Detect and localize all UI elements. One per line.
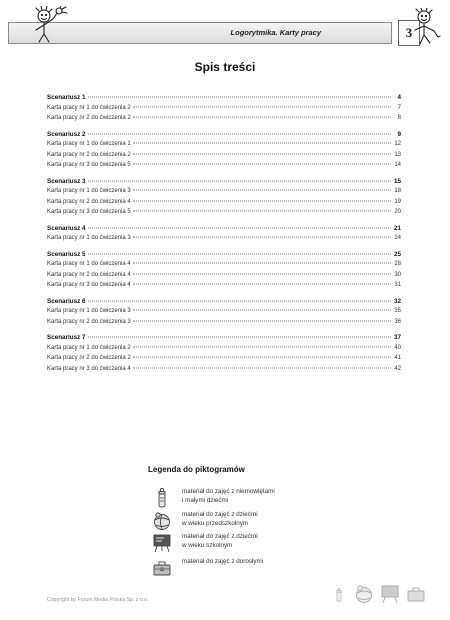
toc-item bbox=[47, 235, 401, 246]
toc-page-number: 42 bbox=[394, 365, 401, 372]
toc-item-label: Karta pracy nr 1 do ćwiczenia 2 bbox=[47, 104, 131, 111]
toc-item bbox=[47, 308, 401, 319]
toc-page-number: 8 bbox=[397, 115, 401, 121]
baby-bottle-icon bbox=[152, 488, 172, 508]
toy-ball-icon bbox=[354, 584, 374, 604]
dot-leader bbox=[88, 133, 391, 134]
legend-text: materiał do zajęć z niemowlętami i małymi dziećmi bbox=[182, 488, 275, 504]
legend-text: materiał do zajęć z dziećmi w wieku przedszkolnym bbox=[182, 511, 258, 527]
header-title: Logorytmika. Karty pracy bbox=[230, 28, 321, 37]
toc-item-label: Karta pracy nr 2 do ćwiczenia 2 bbox=[47, 151, 131, 158]
toc-item-label: Karta pracy nr 1 do ćwiczenia 4 bbox=[47, 261, 131, 267]
toc-page-number: 12 bbox=[394, 141, 401, 147]
toc-title: Spis treści bbox=[194, 60, 256, 74]
toc-item-label: Karta pracy nr 2 do ćwiczenia 4 bbox=[47, 198, 131, 205]
toc-section-heading bbox=[47, 94, 401, 105]
toc-item bbox=[47, 319, 401, 330]
toc-section bbox=[47, 298, 401, 330]
dot-leader bbox=[133, 320, 391, 321]
toc-section bbox=[47, 94, 401, 126]
toc-item-label: Karta pracy nr 1 do ćwiczenia 2 bbox=[47, 344, 131, 351]
toc-item-label: Karta pracy nr 2 do ćwiczenia 2 bbox=[47, 355, 131, 361]
baby-bottle-icon bbox=[332, 584, 346, 606]
toc-section-label: Scenariusz 4 bbox=[47, 224, 86, 232]
toc-item bbox=[47, 141, 401, 152]
page-number: 3 bbox=[398, 20, 420, 46]
toc-section-heading bbox=[47, 334, 401, 345]
toc-item bbox=[47, 162, 401, 173]
toc-item bbox=[47, 355, 401, 366]
dot-leader bbox=[133, 310, 391, 311]
toc-item-label: Karta pracy nr 1 do ćwiczenia 1 bbox=[47, 141, 131, 147]
toc-item-label: Karta pracy nr 3 do ćwiczenia 5 bbox=[47, 209, 131, 215]
toc-section-label: Scenariusz 2 bbox=[47, 130, 86, 138]
dot-leader bbox=[133, 284, 391, 285]
toc-item bbox=[47, 345, 401, 356]
toc-section bbox=[47, 178, 401, 220]
toc-page-number: 13 bbox=[394, 151, 401, 158]
toc-page-number: 28 bbox=[394, 261, 401, 267]
toc-page-number: 24 bbox=[394, 235, 401, 241]
child-drawing-left-icon bbox=[30, 6, 76, 44]
toc-page-number: 30 bbox=[394, 271, 401, 278]
toc-item-label: Karta pracy nr 1 do ćwiczenia 3 bbox=[47, 188, 131, 194]
toc-page-number: 31 bbox=[394, 282, 401, 288]
toc-page-number: 37 bbox=[393, 334, 401, 341]
toc-page-number: 4 bbox=[397, 94, 401, 101]
dot-leader bbox=[88, 337, 391, 338]
toc-item-label: Karta pracy nr 2 do ćwiczenia 2 bbox=[47, 115, 131, 121]
toc-item-label: Karta pracy nr 1 do ćwiczenia 3 bbox=[47, 235, 131, 241]
dot-leader bbox=[133, 263, 391, 264]
toc-section bbox=[47, 251, 401, 293]
toc-item-label: Karta pracy nr 1 do ćwiczenia 3 bbox=[47, 308, 131, 314]
dot-leader bbox=[88, 180, 391, 181]
toc-page-number: 19 bbox=[394, 198, 401, 205]
toc-item-label: Karta pracy nr 2 do ćwiczenia 4 bbox=[47, 271, 131, 278]
toc-page-number: 40 bbox=[394, 344, 401, 351]
dot-leader bbox=[133, 237, 391, 238]
toc-item bbox=[47, 282, 401, 293]
dot-leader bbox=[133, 273, 391, 274]
footer-copyright: Copyright by Forum Media Polska Sp. z o.o. bbox=[47, 597, 149, 603]
toc-item bbox=[47, 272, 401, 283]
toc-section bbox=[47, 334, 401, 376]
child-drawing-right-icon bbox=[410, 8, 444, 48]
toc-section-heading bbox=[47, 178, 401, 189]
legend-text: materiał do zajęć z dziećmi w wieku szkolnym bbox=[182, 533, 258, 549]
dot-leader bbox=[133, 200, 391, 201]
dot-leader bbox=[133, 211, 391, 212]
toc-page-number: 25 bbox=[393, 250, 401, 258]
dot-leader bbox=[133, 117, 391, 118]
blackboard-icon bbox=[380, 584, 400, 604]
toc-item bbox=[47, 261, 401, 272]
dot-leader bbox=[133, 190, 391, 191]
toc-item bbox=[47, 366, 401, 377]
toc-section-heading bbox=[47, 298, 401, 309]
dot-leader bbox=[133, 367, 391, 368]
toc-section-heading bbox=[47, 251, 401, 262]
toc-item-label: Karta pracy nr 2 do ćwiczenia 3 bbox=[47, 318, 131, 325]
briefcase-icon bbox=[406, 584, 426, 604]
toc-section-label: Scenariusz 1 bbox=[47, 94, 86, 101]
toc-page-number: 21 bbox=[393, 224, 401, 232]
toc-item bbox=[47, 209, 401, 220]
dot-leader bbox=[88, 97, 391, 98]
toc-section-label: Scenariusz 7 bbox=[47, 334, 86, 341]
toc-page-number: 14 bbox=[394, 162, 401, 168]
toc-item-label: Karta pracy nr 3 do ćwiczenia 5 bbox=[47, 162, 131, 168]
dot-leader bbox=[133, 106, 391, 107]
toc-section-heading bbox=[47, 131, 401, 142]
toc-page-number: 9 bbox=[397, 130, 401, 138]
toc-page-number: 15 bbox=[393, 177, 401, 185]
toc-page-number: 41 bbox=[394, 355, 401, 361]
dot-leader bbox=[133, 153, 391, 154]
dot-leader bbox=[133, 164, 391, 165]
toc-item-label: Karta pracy nr 3 do ćwiczenia 4 bbox=[47, 282, 131, 288]
toc-page-number: 36 bbox=[394, 318, 401, 325]
toc-page-number: 35 bbox=[394, 308, 401, 314]
toc-section-label: Scenariusz 3 bbox=[47, 177, 86, 185]
legend-text: materiał do zajęć z dorosłymi bbox=[182, 558, 264, 565]
toc-item bbox=[47, 115, 401, 126]
toc-section-label: Scenariusz 5 bbox=[47, 250, 86, 258]
toc-item bbox=[47, 105, 401, 116]
toc-section bbox=[47, 131, 401, 173]
table-of-contents bbox=[47, 94, 401, 381]
toc-item bbox=[47, 188, 401, 199]
briefcase-icon bbox=[152, 558, 172, 578]
legend-title: Legenda do piktogramów bbox=[148, 465, 245, 474]
dot-leader bbox=[133, 143, 391, 144]
blackboard-icon bbox=[152, 533, 172, 553]
toc-page-number: 20 bbox=[394, 209, 401, 215]
dot-leader bbox=[133, 346, 391, 347]
dot-leader bbox=[88, 300, 391, 301]
toc-item bbox=[47, 152, 401, 163]
dot-leader bbox=[88, 253, 391, 254]
toc-item bbox=[47, 199, 401, 210]
toy-ball-icon bbox=[152, 511, 172, 531]
dot-leader bbox=[88, 227, 391, 228]
toc-page-number: 32 bbox=[393, 297, 401, 305]
toc-page-number: 18 bbox=[394, 188, 401, 194]
toc-section-heading bbox=[47, 225, 401, 236]
toc-item-label: Karta pracy nr 3 do ćwiczenia 4 bbox=[47, 365, 131, 372]
toc-section-label: Scenariusz 6 bbox=[47, 297, 86, 305]
toc-section bbox=[47, 225, 401, 246]
dot-leader bbox=[133, 357, 391, 358]
footer-pictogram-strip bbox=[332, 584, 432, 606]
toc-page-number: 7 bbox=[397, 104, 401, 111]
